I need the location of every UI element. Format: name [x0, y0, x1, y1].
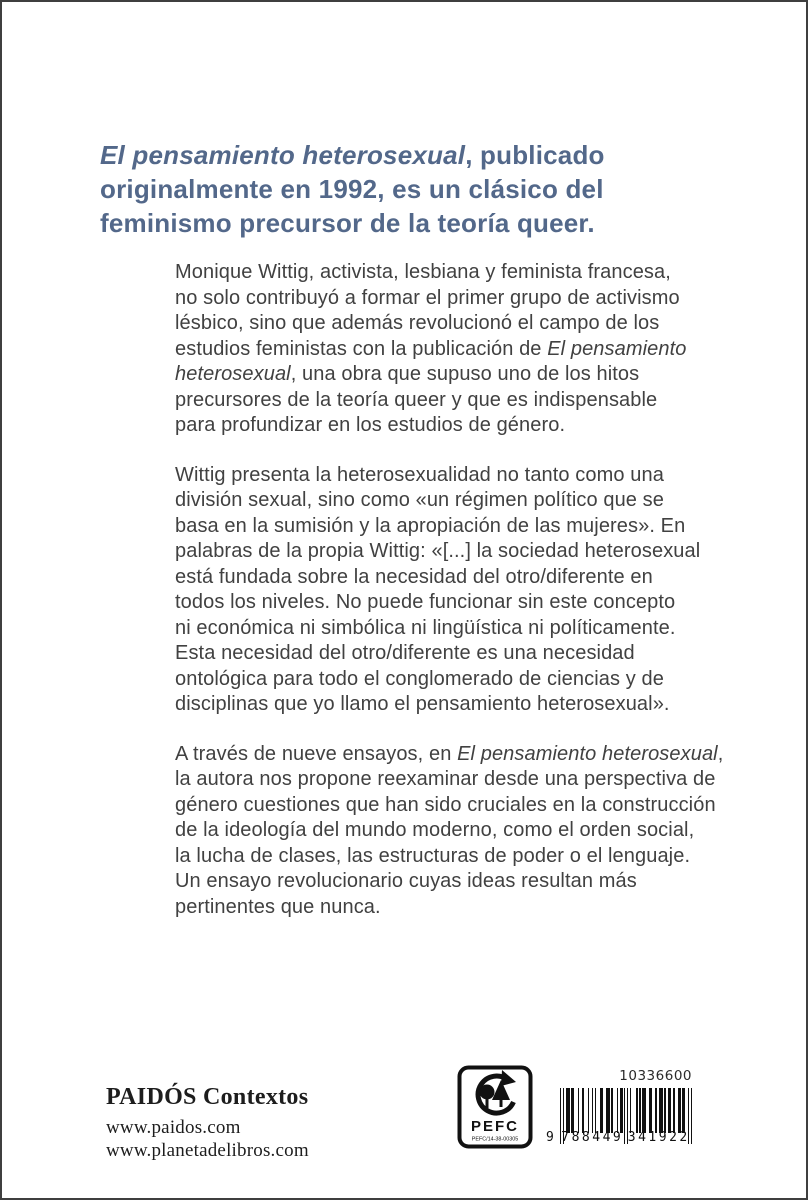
text-line: división sexual, sino como «un régimen político que se: [175, 489, 665, 511]
text-line: para profundizar en los estudios de género.: [175, 414, 566, 436]
text-line: lésbico, sino que además revolucionó el campo de los: [175, 312, 660, 334]
product-code: 10336600: [619, 1068, 692, 1084]
synopsis-paragraph: [175, 260, 723, 439]
synopsis-paragraph: [175, 463, 723, 718]
text-line: ontológica para todo el conglomerado de ciencias y de: [175, 667, 664, 690]
isbn-digits: [546, 1131, 692, 1145]
text-line: A través de nueve ensayos, en El pensamiento heterosexual,: [175, 742, 724, 765]
isbn-lead-digit: 9: [546, 1130, 554, 1145]
text-line: feminismo precursor de la teoría queer.: [100, 208, 595, 238]
text-line: basa en la sumisión y la apropiación de las mujeres». En: [175, 514, 686, 537]
isbn-left-group: 788449: [561, 1130, 624, 1145]
text-line: está fundada sobre la necesidad del otro/diferente en: [175, 565, 653, 588]
publisher-url: www.paidos.com: [106, 1117, 241, 1138]
pefc-icon: [457, 1064, 533, 1150]
text-line: pertinentes que nunca.: [175, 895, 381, 918]
text-line: Wittig presenta la heterosexualidad no tanto como una: [175, 463, 664, 486]
text-line: la lucha de clases, las estructuras de poder o el lenguaje.: [175, 844, 691, 867]
headline: [100, 138, 605, 240]
isbn-right-group: 341922: [627, 1130, 690, 1145]
text-line: Monique Wittig, activista, lesbiana y feminista francesa,: [175, 261, 671, 283]
pefc-license: PEFC/14-38-00305: [471, 1136, 519, 1143]
text-line: todos los niveles. No puede funcionar sin este concepto: [175, 591, 676, 613]
text-line: no solo contribuyó a formar el primer grupo de activismo: [175, 286, 680, 309]
pefc-certification-logo: [457, 1064, 533, 1150]
synopsis-paragraph: [175, 742, 723, 921]
text-line: precursores de la teoría queer y que es indispensable: [175, 388, 658, 411]
synopsis-text: [175, 260, 723, 944]
text-line: disciplinas que yo llamo el pensamiento heterosexual».: [175, 693, 670, 715]
text-line: heterosexual, una obra que supuso uno de los hitos: [175, 363, 640, 385]
text-line: la autora nos propone reexaminar desde una perspectiva de: [175, 768, 716, 790]
pefc-label: PEFC: [470, 1118, 520, 1135]
text-line: Esta necesidad del otro/diferente es una necesidad: [175, 642, 635, 664]
barcode-block: [546, 1068, 692, 1144]
text-line: de la ideología del mundo moderno, como el orden social,: [175, 819, 695, 841]
publisher-url: www.planetadelibros.com: [106, 1140, 309, 1161]
text-line: originalmente en 1992, es un clásico del: [100, 174, 604, 204]
ean13-barcode: [546, 1088, 692, 1145]
text-line: ni económica ni simbólica ni lingüística ni políticamente.: [175, 616, 676, 639]
publisher-urls: [106, 1116, 309, 1162]
text-line: Un ensayo revolucionario cuyas ideas resultan más: [175, 870, 637, 892]
text-line: El pensamiento heterosexual, publicado: [100, 140, 605, 170]
publisher-block: [106, 1084, 309, 1162]
text-line: género cuestiones que han sido cruciales en la construcción: [175, 793, 716, 816]
imprint-logo: PAIDÓS Contextos: [106, 1084, 309, 1110]
text-line: estudios feministas con la publicación de El pensamiento: [175, 337, 687, 360]
text-line: palabras de la propia Wittig: «[...] la sociedad heterosexual: [175, 540, 701, 562]
